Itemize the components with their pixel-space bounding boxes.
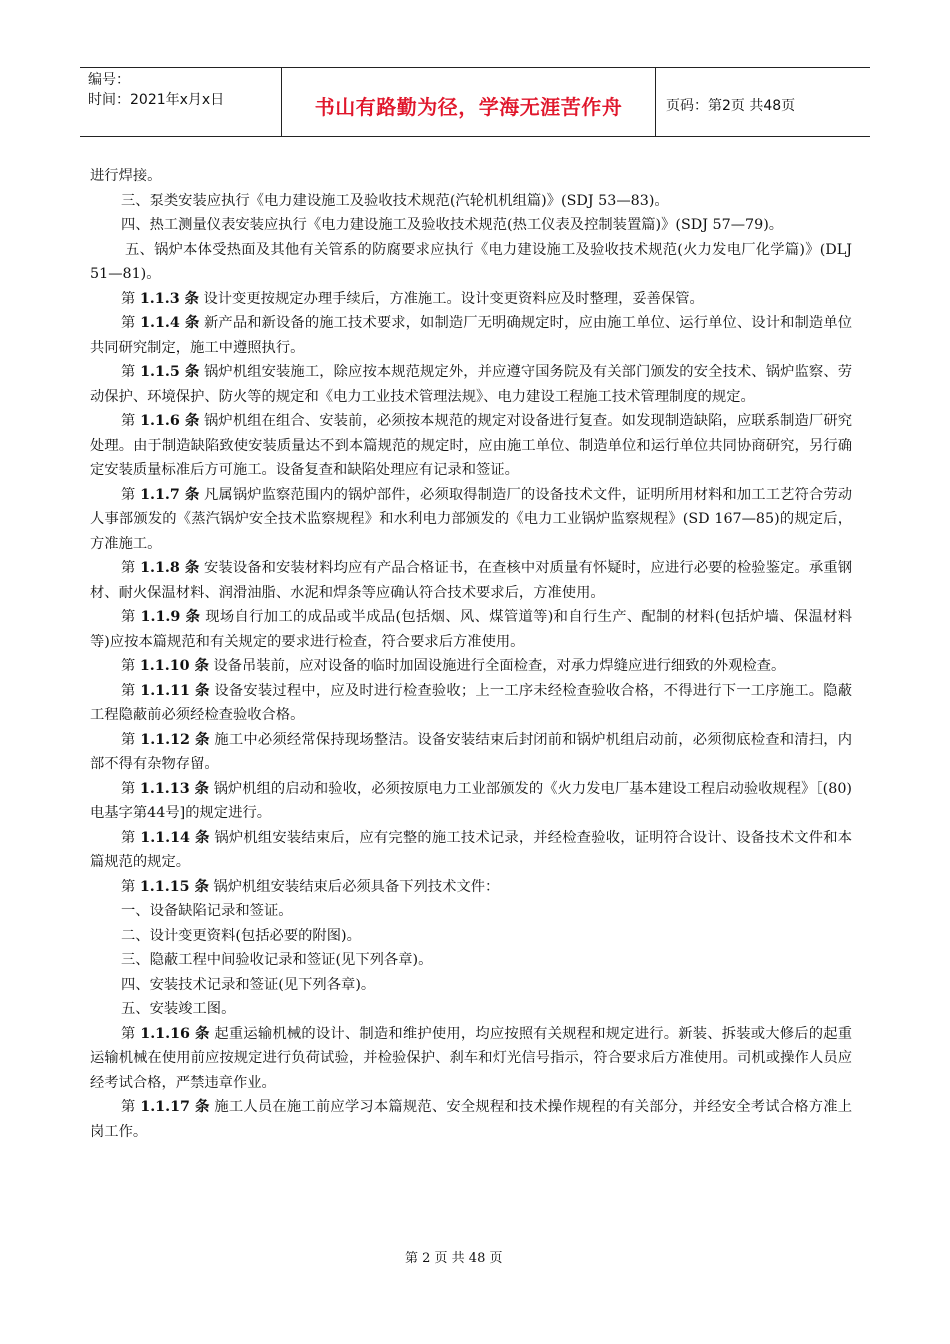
page-footer: 第 2 页 共 48 页 xyxy=(405,1251,503,1266)
clause-prefix: 第 xyxy=(121,413,141,429)
list-item: 一、设备缺陷记录和签证。 xyxy=(121,903,293,919)
clause-paragraph xyxy=(90,605,852,654)
clause-paragraph xyxy=(90,679,852,728)
clause-prefix: 第 xyxy=(121,560,141,576)
header-meta xyxy=(80,68,282,136)
clause-prefix: 第 xyxy=(121,731,141,748)
clause-paragraph xyxy=(90,287,852,312)
paragraph-continuation: 进行焊接。 xyxy=(90,168,162,184)
clause-paragraph xyxy=(90,409,852,483)
document-number-label: 编号： xyxy=(88,72,130,88)
document-body xyxy=(90,164,852,1144)
list-item: 五、锅炉本体受热面及其他有关管系的防腐要求应执行《电力建设施工及验收技术规范(火力发电厂化学篇)》(DLJ 51—81)。 xyxy=(90,241,852,282)
clause-number: 1.1.15 条 xyxy=(139,878,209,895)
document-time-label: 时间：2021年x月x日 xyxy=(88,92,225,108)
clause-number: 1.1.5 条 xyxy=(140,364,200,380)
clause-number: 1.1.16 条 xyxy=(140,1025,210,1042)
clause-prefix: 第 xyxy=(121,658,140,674)
clause-prefix: 第 xyxy=(121,1025,141,1042)
header-page-info: 页码：第2页 共48页 xyxy=(666,98,796,114)
clause-number: 1.1.10 条 xyxy=(139,658,209,674)
list-item: 五、安装竣工图。 xyxy=(121,1001,236,1017)
clause-number: 1.1.9 条 xyxy=(140,609,201,625)
clause-number: 1.1.12 条 xyxy=(140,731,210,748)
clause-text: 锅炉机组安装施工，除应按本规范规定外，并应遵守国务院及有关部门颁发的安全技术、锅炉监察、劳动保护、环境保护、防火等的规定和《电力工业技术管理法规》、电力建设工程施工技术管理制度的规定。 xyxy=(90,364,853,405)
clause-number: 1.1.13 条 xyxy=(139,780,210,797)
clause-number: 1.1.8 条 xyxy=(140,560,200,576)
clause-text: 现场自行加工的成品或半成品(包括烟、风、煤管道等)和自行生产、配制的材料(包括炉墙、保温材料等)应按本篇规范和有关规定的要求进行检查，符合要求后方准使用。 xyxy=(90,609,853,650)
list-item: 三、隐蔽工程中间验收记录和签证(见下列各章)。 xyxy=(121,952,433,968)
clause-text: 设备吊装前，应对设备的临时加固设施进行全面检查，对承力焊缝应进行细致的外观检查。 xyxy=(213,658,786,674)
clause-text: 凡属锅炉监察范围内的锅炉部件，必须取得制造厂的设备技术文件，证明所用材料和加工工艺符合劳动人事部颁发的《蒸汽锅炉安全技术监察规程》和水利电力部颁发的《电力工业锅炉监察规程》(SD 167—85)的规定后，方准施工。 xyxy=(90,486,853,552)
clause-paragraph xyxy=(90,728,852,777)
list-item: 四、安装技术记录和签证(见下列各章)。 xyxy=(121,976,376,993)
header-motto: 书山有路勤为径，学海无涯苦作舟 xyxy=(282,68,656,136)
clause-number: 1.1.17 条 xyxy=(140,1099,210,1115)
list-item: 三、泵类安装应执行《电力建设施工及验收技术规范(汽轮机机组篇)》(SDJ 53—83)。 xyxy=(121,192,669,209)
clause-text: 安装设备和安装材料均应有产品合格证书，在查核中对质量有怀疑时，应进行必要的检验鉴定。承重钢材、耐火保温材料、润滑油脂、水泥和焊条等应确认符合技术要求后，方准使用。 xyxy=(90,560,853,601)
clause-prefix: 第 xyxy=(121,878,140,895)
list-item: 二、设计变更资料(包括必要的附图)。 xyxy=(121,927,361,944)
clause-paragraph xyxy=(90,777,852,826)
clause-number: 1.1.7 条 xyxy=(140,486,200,503)
clause-text: 锅炉机组安装结束后，应有完整的施工技术记录，并经检查验收，证明符合设计、设备技术文件和本篇规范的规定。 xyxy=(90,829,853,870)
clause-number: 1.1.14 条 xyxy=(140,829,210,846)
clause-prefix: 第 xyxy=(121,315,141,331)
clause-paragraph xyxy=(90,311,852,360)
clause-paragraph xyxy=(90,556,852,605)
clause-text: 施工中必须经常保持现场整洁。设备安装结束后封闭前和锅炉机组启动前，必须彻底检查和清扫，内部不得有杂物存留。 xyxy=(90,731,853,772)
clause-prefix: 第 xyxy=(121,780,140,797)
clause-prefix: 第 xyxy=(121,682,141,699)
clause-prefix: 第 xyxy=(121,829,141,846)
clause-text: 锅炉机组在组合、安装前，必须按本规范的规定对设备进行复查。如发现制造缺陷，应联系制造厂研究处理。由于制造缺陷致使安装质量达不到本篇规范的规定时，应由施工单位、制造单位和运行单位共同协商研究，另行确定安装质量标准后方可施工。设备复查和缺陷处理应有记录和签证。 xyxy=(90,413,853,478)
clause-prefix: 第 xyxy=(121,290,140,307)
clause-text: 设备安装过程中，应及时进行检查验收；上一工序未经检查验收合格，不得进行下一工序施工。隐蔽工程隐蔽前必须经检查验收合格。 xyxy=(90,682,853,723)
clause-prefix: 第 xyxy=(121,1099,141,1115)
clause-number: 1.1.3 条 xyxy=(139,290,199,307)
clause-text: 锅炉机组安装结束后必须具备下列技术文件： xyxy=(213,878,500,895)
clause-text: 起重运输机械的设计、制造和维护使用，均应按照有关规程和规定进行。新装、拆装或大修后的起重运输机械在使用前应按规定进行负荷试验，并检验保护、刹车和灯光信号指示，符合要求后方准使用。司机或操作人员应经考试合格，严禁违章作业。 xyxy=(90,1025,853,1091)
clause-paragraph xyxy=(90,1095,852,1144)
clause-prefix: 第 xyxy=(121,609,141,625)
clause-number: 1.1.11 条 xyxy=(140,682,210,699)
clause-prefix: 第 xyxy=(121,364,141,380)
clause-text: 施工人员在施工前应学习本篇规范、安全规程和技术操作规程的有关部分，并经安全考试合格方准上岗工作。 xyxy=(90,1099,853,1140)
list-item: 四、热工测量仪表安装应执行《电力建设施工及验收技术规范(热工仪表及控制装置篇)》(SDJ 57—79)。 xyxy=(121,217,784,233)
clause-paragraph xyxy=(90,1022,852,1096)
clause-prefix: 第 xyxy=(121,486,141,503)
page-header xyxy=(80,67,870,137)
clause-number: 1.1.6 条 xyxy=(140,413,200,429)
clause-number: 1.1.4 条 xyxy=(140,315,200,331)
clause-text: 新产品和新设备的施工技术要求，如制造厂无明确规定时，应由施工单位、运行单位、设计和制造单位共同研究制定，施工中遵照执行。 xyxy=(90,315,853,356)
clause-paragraph xyxy=(90,654,852,679)
clause-text: 设计变更按规定办理手续后，方准施工。设计变更资料应及时整理，妥善保管。 xyxy=(203,290,704,307)
clause-paragraph xyxy=(90,483,852,557)
clause-paragraph xyxy=(90,360,852,409)
clause-paragraph xyxy=(90,875,852,900)
clause-paragraph xyxy=(90,826,852,875)
clause-text: 锅炉机组的启动和验收，必须按原电力工业部颁发的《火力发电厂基本建设工程启动验收规程》［(80)电基字第44号]的规定进行。 xyxy=(90,780,852,821)
